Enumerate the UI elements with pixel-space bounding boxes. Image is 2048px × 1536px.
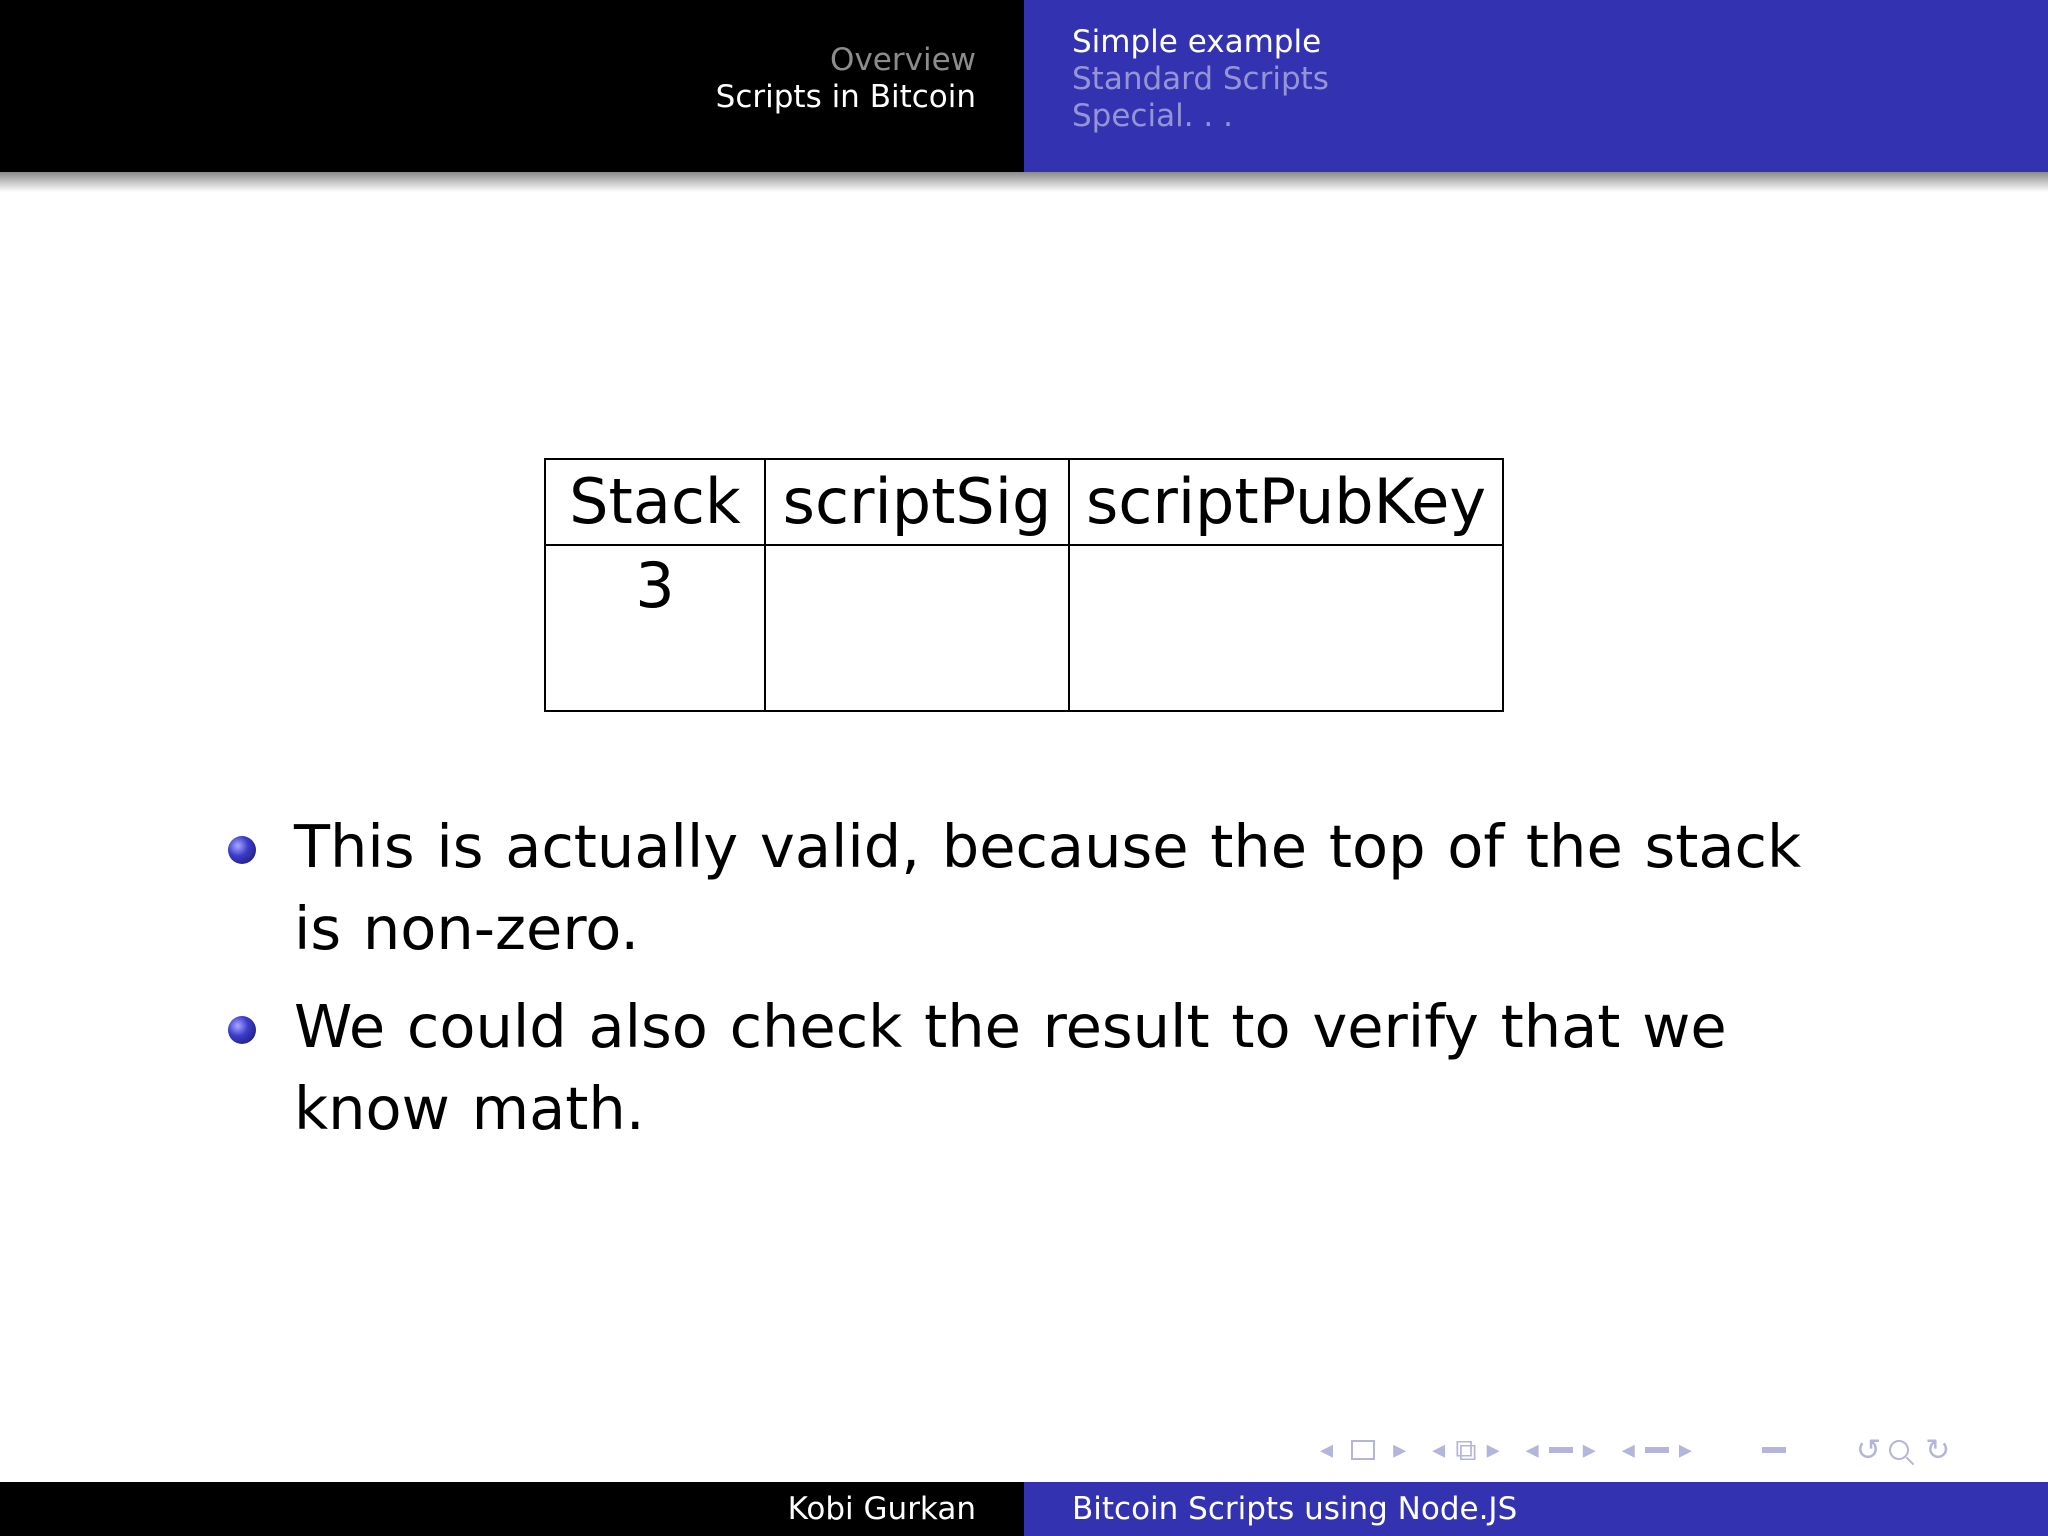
script-trace-table [544,458,1504,712]
cell-scriptsig [765,545,1069,711]
cell-scriptpubkey [1069,545,1503,711]
footer-title: Bitcoin Scripts using Node.JS [1072,1491,1518,1527]
subsection-standard-scripts[interactable]: Standard Scripts [1072,61,1329,97]
table-row [545,545,1503,711]
table-header-row [545,459,1503,545]
nav-back-icon[interactable]: ↺ [1855,1432,1882,1468]
subsection-simple-example[interactable]: Simple example [1072,24,1322,60]
subsection-special[interactable]: Special. . . [1072,98,1233,134]
bullet-ball-icon [228,1016,256,1044]
bullet-ball-icon [228,836,256,864]
nav-section-icon[interactable] [1549,1447,1573,1453]
footer-title-box [1024,1482,2048,1536]
nav-frame-icon[interactable] [1351,1440,1375,1460]
nav-next-subsection-icon[interactable]: ▸ [1486,1435,1500,1465]
footer-author-box [0,1482,1024,1536]
header-scriptsig: scriptSig [765,459,1069,545]
nav-next-subsection-list-icon[interactable]: ▸ [1678,1435,1692,1465]
nav-forward-icon[interactable]: ↻ [1925,1432,1951,1468]
header-shadow [0,172,2048,192]
footer-author: Kobi Gurkan [787,1491,976,1527]
nav-prev-subsection-list-icon[interactable]: ◂ [1621,1435,1635,1465]
section-overview[interactable]: Overview [830,42,976,78]
section-nav [0,0,1024,172]
footer-bar [0,1482,2048,1536]
header-bar [0,0,2048,172]
nav-toc-icon[interactable] [1762,1447,1786,1453]
bullet-text: We could also check the result to verify that we know math. [294,992,1727,1143]
header-scriptpubkey: scriptPubKey [1069,459,1503,545]
nav-next-section-icon[interactable]: ▸ [1582,1435,1596,1465]
nav-subsection-list-icon[interactable] [1645,1447,1669,1453]
nav-search-icon[interactable] [1889,1440,1909,1460]
list-item [228,986,1828,1150]
nav-prev-frame-icon[interactable]: ◂ [1320,1435,1334,1465]
bullet-list [228,806,1828,1166]
list-item [228,806,1828,970]
nav-prev-section-icon[interactable]: ◂ [1525,1435,1539,1465]
nav-next-frame-icon[interactable]: ▸ [1393,1435,1407,1465]
nav-subsection-icon[interactable]: ⧉ [1455,1432,1477,1468]
navigation-symbols [1320,1432,1950,1468]
subsection-nav [1024,0,2048,172]
cell-stack: 3 [545,545,765,711]
section-scripts-in-bitcoin[interactable]: Scripts in Bitcoin [715,79,976,115]
nav-prev-subsection-icon[interactable]: ◂ [1432,1435,1446,1465]
header-stack: Stack [545,459,765,545]
bullet-text: This is actually valid, because the top of the stack is non-zero. [294,812,1802,963]
